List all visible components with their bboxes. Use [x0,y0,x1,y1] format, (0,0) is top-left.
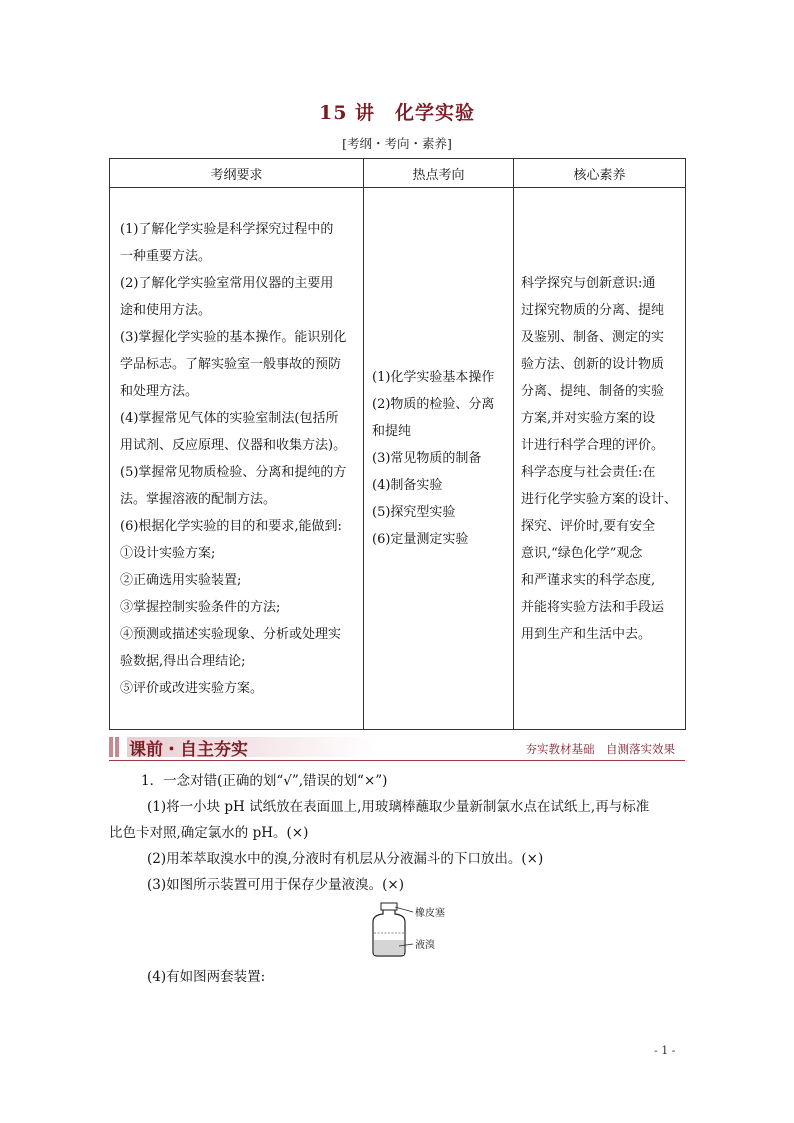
req-line: (1)了解化学实验是科学探究过程中的 [120,221,334,237]
question-block-2 [109,964,685,990]
core-literacy-cell [514,188,686,730]
req-line: 用试剂、反应原理、仪器和收集方法)。 [120,437,347,453]
req-line: (6)根据化学实验的目的和要求,能做到: [120,518,342,534]
literacy-line: 和严谨求实的科学态度, [521,572,656,588]
req-line: 法。掌握溶液的配制方法。 [120,491,277,507]
page-title: 15 讲 化学实验 [318,102,476,124]
topic-line: (6)定量测定实验 [372,532,469,547]
req-line: ②正确选用实验装置; [120,572,242,588]
banner-stripes-icon [109,737,125,757]
header-hot-topics: 热点考向 [364,159,514,188]
topic-line: (2)物质的检验、分离 [372,397,495,412]
literacy-line: 进行化学实验方案的设计、 [521,491,678,507]
bromine-bottle-figure [369,902,489,958]
page-number: - 1 - [654,1044,676,1057]
question-item-4: (4)有如图两套装置: [147,969,266,985]
topic-line: (3)常见物质的制备 [372,451,482,466]
question-item-1: (1)将一小块 pH 试纸放在表面皿上,用玻璃棒蘸取少量新制氯水点在试纸上,再与标准 [147,799,650,815]
req-line: (2)了解化学实验室常用仪器的主要用 [120,275,334,291]
req-line: ④预测或描述实验现象、分析或处理实 [120,626,342,642]
header-core-literacy: 核心素养 [514,159,686,188]
req-line: (3)掌握化学实验的基本操作。能识别化 [120,329,347,345]
question-item-2: (2)用苯萃取溴水中的溴,分液时有机层从分液漏斗的下口放出。(×) [147,851,544,867]
req-line: 验数据,得出合理结论; [120,653,246,669]
exam-requirements-cell [110,188,364,730]
req-line: (5)掌握常见物质检验、分离和提纯的方 [120,464,347,480]
literacy-line: 及鉴别、制备、测定的实 [521,329,665,345]
requirements-table [109,158,686,730]
req-line: 一种重要方法。 [120,248,212,264]
literacy-line: 并能将实验方法和手段运 [521,599,665,615]
req-line: 途和使用方法。 [120,302,212,318]
req-line: 和处理方法。 [120,383,199,399]
topic-line: 和提纯 [372,424,412,439]
req-line: 学品标志。了解实验室一般事故的预防 [120,356,342,372]
liquid-bromine-icon [374,940,404,955]
literacy-line: 探究、评价时,要有安全 [521,518,656,534]
rubber-stopper-icon [381,903,397,910]
hot-topics-cell [364,188,514,730]
literacy-line: 科学探究与创新意识:通 [521,275,656,291]
question-block [109,768,685,898]
topic-line: (1)化学实验基本操作 [372,370,495,385]
figure-label-stopper: 橡皮塞 [415,908,445,919]
question-item-3: (3)如图所示装置可用于保存少量液溴。(×) [147,877,404,893]
section-tagline: 夯实教材基础 自测落实效果 [525,742,675,756]
section-heading: 课前・自主夯实 [129,740,248,760]
req-line: ③掌握控制实验条件的方法; [120,599,281,615]
banner-rule [109,760,685,761]
literacy-line: 意识,“绿色化学”观念 [521,545,643,561]
page-subtitle: [考纲・考向・素养] [342,136,452,151]
literacy-line: 方案,并对实验方案的设 [521,410,656,426]
topic-line: (4)制备实验 [372,478,443,493]
literacy-line: 计进行科学合理的评价。 [521,437,665,453]
literacy-line: 过探究物质的分离、提纯 [521,302,665,318]
literacy-line: 分离、提纯、制备的实验 [521,383,665,399]
literacy-line: 科学态度与社会责任:在 [521,464,656,480]
literacy-line: 用到生产和生活中去。 [521,626,652,642]
header-exam-requirements: 考纲要求 [110,159,364,188]
question-heading: 1．一念对错(正确的划“√”,错误的划“×”) [141,773,388,789]
req-line: ⑤评价或改进实验方案。 [120,680,264,696]
req-line: (4)掌握常见气体的实验室制法(包括所 [120,410,339,426]
req-line: ①设计实验方案; [120,545,216,561]
question-item-1-cont: 比色卡对照,确定氯水的 pH。(×) [109,825,309,841]
literacy-line: 验方法、创新的设计物质 [521,356,665,372]
topic-line: (5)探究型实验 [372,505,456,520]
figure-label-liquid: 液溴 [415,940,435,951]
section-banner [109,733,685,761]
